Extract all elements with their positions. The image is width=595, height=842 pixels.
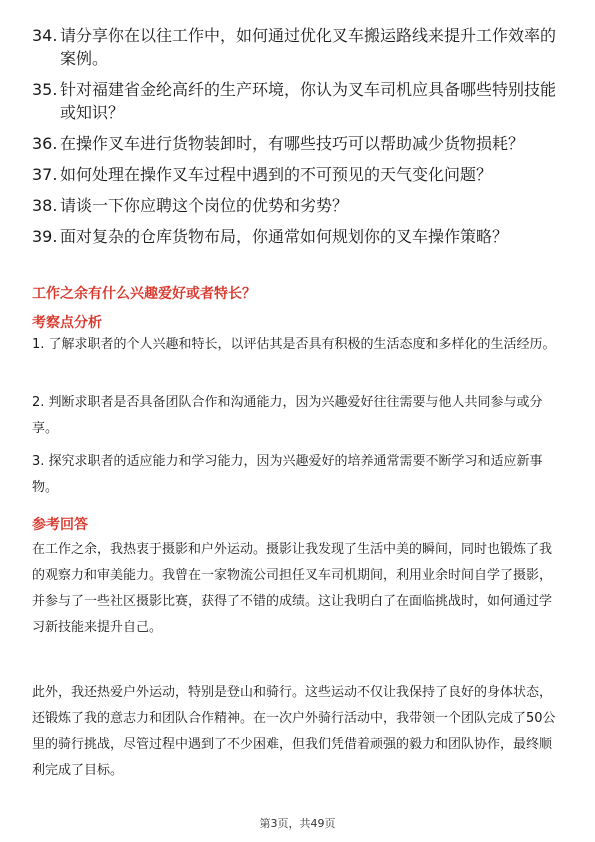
analysis-point: 1. 了解求职者的个人兴趣和特长，以评估其是否具有积极的生活态度和多样化的生活经历。 [32,337,556,352]
question-number: 37. [32,165,58,184]
analysis-point: 3. 探究求职者的适应能力和学习能力，因为兴趣爱好的培养通常需要不断学习和适应新事物。 [32,454,543,495]
question-item [32,225,562,248]
question-number: 36. [32,134,58,153]
answer-title: 参考回答 [32,517,88,533]
question-item [32,163,562,186]
question-text: 如何处理在操作叉车过程中遇到的不可预见的天气变化问题？ [60,165,493,184]
question-item [32,78,562,124]
page-footer: 第3页，共49页 [259,817,336,830]
question-number: 39. [32,227,58,246]
answer-paragraph: 此外，我还热爱户外运动，特别是登山和骑行。这些运动不仅让我保持了良好的身体状态，还锻炼了我的意志力和团队合作精神。在一次户外骑行活动中，我带领一个团队完成了50公里的骑行挑战，尽管过程中遇到了不少困难，但我们凭借着顽强的毅力和团队协作，最终顺利完成了目标。 [32,685,556,778]
question-number: 38. [32,196,58,215]
section-title: 工作之余有什么兴趣爱好或者特长？ [32,286,256,302]
question-number: 35. [32,80,58,99]
question-text: 在操作叉车进行货物装卸时，有哪些技巧可以帮助减少货物损耗？ [60,134,525,153]
analysis-title: 考察点分析 [32,315,102,331]
answer-paragraph: 在工作之余，我热衷于摄影和户外运动。摄影让我发现了生活中美的瞬间，同时也锻炼了我的观察力和审美能力。我曾在一家物流公司担任叉车司机期间，利用业余时间自学了摄影，并参与了一些社区摄影比赛，获得了不错的成绩。这让我明白了在面临挑战时，如何通过学习新技能来提升自己。 [32,542,553,635]
question-list [32,24,562,256]
question-item [32,194,562,217]
question-text: 面对复杂的仓库货物布局，你通常如何规划你的叉车操作策略？ [60,227,509,246]
question-text: 请分享你在以往工作中，如何通过优化叉车搬运路线来提升工作效率的案例。 [60,26,557,68]
question-number: 34. [32,26,58,45]
question-text: 请谈一下你应聘这个岗位的优势和劣势？ [60,196,349,215]
question-item [32,24,562,70]
analysis-point: 2. 判断求职者是否具备团队合作和沟通能力，因为兴趣爱好往往需要与他人共同参与或分享。 [32,395,543,436]
question-item [32,132,562,155]
question-text: 针对福建省金纶高纤的生产环境，你认为叉车司机应具备哪些特别技能或知识？ [60,80,557,122]
